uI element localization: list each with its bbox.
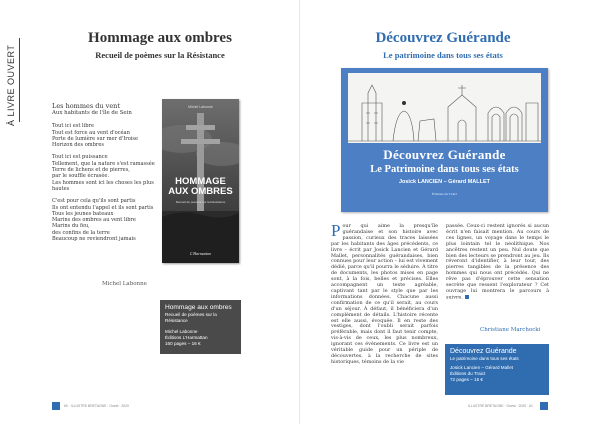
cover-title-line: HOMMAGE [175,176,226,187]
cover-publisher: Éditions du Traict [431,192,458,196]
page-gutter [299,0,300,424]
left-footer: 60 · ILLUSTRE BRETAGNE · Ouest · 2020 [64,404,129,408]
poem-line: Marins du feu, [52,223,90,230]
info-authors: Josick Lancien – Gérard Mallet [450,365,514,370]
poem-stanza [52,198,162,242]
article-text: passée. Ceux-ci restent ignorés si aucun écrit n'en faisait mention. Au cours de ces lignes, un voyage dans le temps le plus lointain tel le néolithique. Nos ancêtres restent un peu. Nul doute que bien des lecteurs se prendront au jeu. Ils réveront d'identifier, à leur tour, des pierres tangibles de la présence des hommes qui nous ont précédés. Qui ne rêve pas d'éprouver cette sensation secrète que ressent l'explorateur ? Cet ouvrage lui montrera le parcours à suivre. [446,223,549,301]
poem-title: Les hommes du vent [52,102,120,110]
cover-subtitle: Le Patrimoine dans tous ses états [370,164,519,175]
poem-author: Michel Labonne [102,281,147,287]
book-info-box [445,344,549,395]
info-title: Découvrez Guérande [450,348,517,355]
section-label: À LIVRE OUVERT [6,44,16,126]
article-author: Christiane Marchocki [480,327,541,333]
cover-title [162,177,239,197]
section-tag [4,38,18,128]
poem-line: Marins des ombres au vent libre [52,217,136,224]
info-title: Hommage aux ombres [165,304,232,311]
cover-publisher: L'Harmattan [190,251,211,256]
poem-line: des confins de la terre [52,229,110,236]
right-footer: ILLUSTRE BRETAGNE · Ouest · 2020 · 61 [468,404,533,408]
poem-line: Tout ici est libre [52,123,95,130]
book-cover-hommage [162,99,239,263]
page-marker-left [52,402,60,410]
right-page-subtitle: Le patrimoine dans tous ses états [383,50,503,60]
info-publisher: Éditions L'Harmattan [165,334,208,340]
end-mark [465,295,469,299]
page-marker-right [540,402,548,410]
info-publisher: Éditions du Traict [450,371,486,376]
poem-line: Tellement, que la nature s'est ramassée [52,160,155,167]
poem-line: Ils ont entendu l'appel et ils sont partis [52,204,154,211]
info-subtitle: Le patrimoine dans tous ses états [450,356,519,361]
poem-dedication: Aux habitants de l'île de Sein [52,110,132,116]
article-column-1 [331,221,438,366]
poem-line: par le souffle écrasée. [52,173,110,180]
info-details: 72 pages – 15 € [450,377,483,382]
left-page-subtitle: Recueil de poèmes sur la Résistance [95,50,225,60]
info-author: Michel Labonne [165,328,198,334]
cover-title: Découvrez Guérande [383,147,506,162]
poem-line: Beaucoup ne reviendront jamais [52,236,136,243]
poem-line: Tout est force au vent d'océan [52,129,130,136]
info-subtitle: Recueil de poèmes sur la Résistance [165,311,217,323]
article-text: our qui aime la presqu'île guérandaise et son histoire avec passion, curieux des traces laissées par les habitants des âges précédents, ce livre – écrit par Josick Lancien et Gérard Mallet, personnalités guérandaises, bien connues pour leur action – lui est vivement dédié, parce qu'il pourra le séduire. À titre de documents, les photos mises en page sont, à la fois, belles et précises. Elles accompagnent un texte agréable, captivant tant par le style que par les informations données. Chacune aussi confirmation de ce qu'il serait, au cours d'un séjour. À défaut, il bénéficiera d'un complément de détails. L'histoire récente est elle aussi, évoquée. Il en reste des vestiges, dont l'oubli serait parfois préférable, mais dont il faut tenir compte, vis-à-vis de ceux, les plus nombreux, ignorant ces événements. Ce livre est un véritable guide pour un périple de découvertes, à la recherche de sites historiques, témoins de la vie [331,223,438,365]
poem-line: C'est pour cela qu'ils sont partis [52,198,136,205]
cover-authors: Josick LANCIEN – Gérard MALLET [398,179,491,185]
poem-excerpt [52,102,162,248]
poem-stanza [52,154,162,192]
poem-line: Horizon des ombres [52,142,104,149]
poem-line: Porte de lumière sur mer d'Iroise [52,135,139,142]
left-page-title: Hommage aux ombres [88,30,232,46]
poem-line: Tous les jeunes bateaux [52,210,114,217]
poem-stanza [52,123,162,148]
section-rule [19,38,20,122]
right-page-title: Découvrez Guérande [375,30,511,46]
info-details: 160 pages – 16 € [165,340,201,346]
poem-line: Terre de lichens et de pierres, [52,167,130,174]
cover-title-line: AUX OMBRES [168,186,233,197]
cover-author: Michel Labonne [188,105,213,109]
book-info-box [160,300,241,354]
book-cover-guerande [341,68,548,212]
article-column-2 [446,224,549,301]
cover-subtitle: Recueil de poèmes sur la Résistance [175,200,226,204]
poem-line: Les hommes sont ici les choses les plus hautes [52,179,154,192]
sketch-drawing [348,73,541,143]
drop-cap: P [331,221,341,240]
cover-sketch [348,73,541,143]
poem-line: Tout ici est puissance [52,154,108,161]
